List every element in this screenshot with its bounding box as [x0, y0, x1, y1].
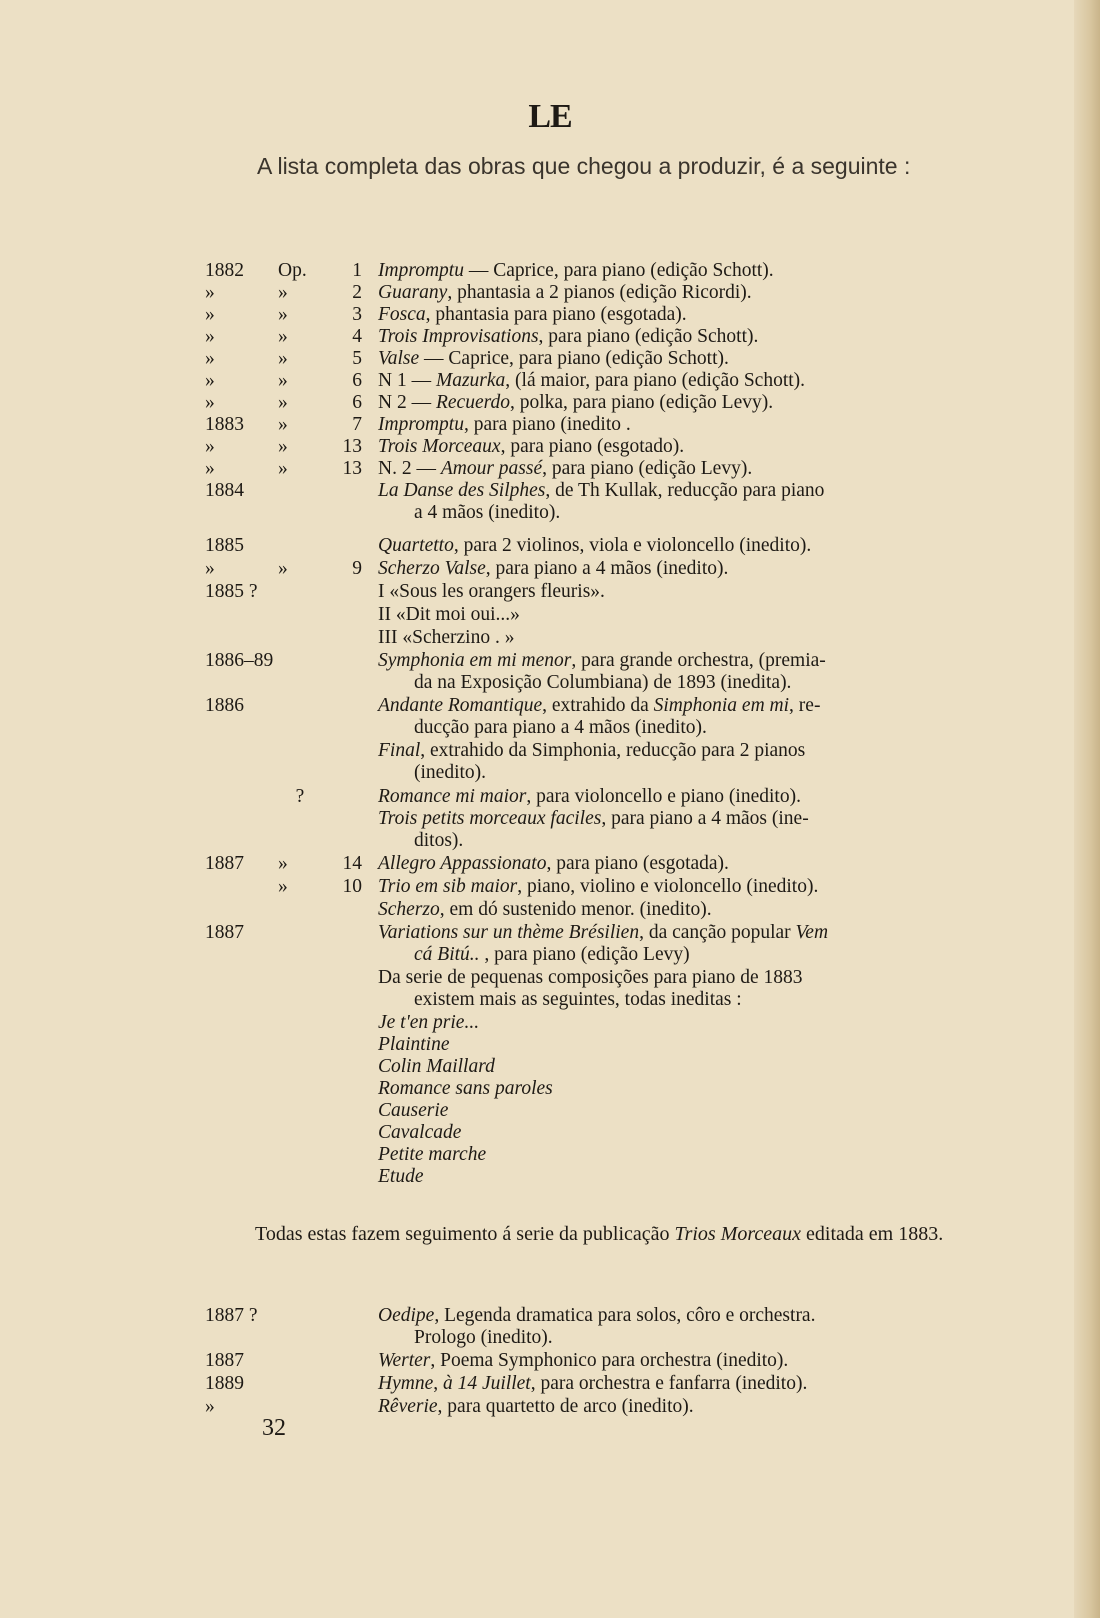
work-op: » — [278, 436, 288, 457]
work-number: 13 — [342, 436, 362, 457]
work-op: » — [278, 458, 288, 479]
work-title: Rêverie — [378, 1396, 438, 1417]
work-title: Romance sans paroles — [378, 1078, 553, 1099]
work-title: Colin Maillard — [378, 1056, 495, 1077]
work-description: Quartetto, para 2 violinos, viola e violoncello (inedito). — [378, 535, 812, 556]
work-title: Trio em sib maior — [378, 876, 518, 897]
work-title: Trois Morceaux — [378, 436, 501, 457]
work-title: Final — [378, 740, 421, 761]
work-year: 1886–89 — [205, 650, 274, 671]
page-header: LE — [528, 98, 572, 135]
work-description: Da serie de pequenas composições para piano de 1883 existem mais as seguintes, todas ineditas : — [378, 967, 803, 1010]
work-description — [378, 1122, 970, 1144]
work-year: 1882 — [205, 260, 244, 281]
work-title: Mazurka — [435, 370, 506, 391]
work-title: Guarany — [378, 282, 448, 303]
work-title: Scherzo Valse — [378, 558, 486, 579]
work-year: 1886 — [205, 695, 244, 716]
work-description: Werter, Poema Symphonico para orchestra (inedito). — [378, 1350, 789, 1371]
work-description: Hymne, à 14 Juillet, para orchestra e fanfarra (inedito). — [378, 1373, 808, 1394]
work-op: » — [278, 348, 288, 369]
work-year: 1887 — [205, 1350, 244, 1371]
work-op: » — [278, 326, 288, 347]
work-description: Impromptu, para piano (inedito . — [378, 414, 631, 435]
work-year: 1883 — [205, 414, 244, 435]
work-year: 1887 — [205, 853, 244, 874]
work-year: 1887 ? — [205, 1305, 258, 1326]
work-description: La Danse des Silphes, de Th Kullak, reducção para piano a 4 mãos (inedito). — [378, 480, 825, 523]
work-description — [378, 1034, 970, 1056]
work-year: » — [205, 326, 215, 347]
work-title: La Danse des Silphes — [378, 480, 546, 501]
work-op: » — [278, 876, 288, 897]
work-year: » — [205, 348, 215, 369]
work-number: 9 — [352, 558, 362, 579]
work-title: Je t'en prie... — [378, 1012, 480, 1033]
work-op: Op. — [278, 260, 307, 281]
work-description: Valse — Caprice, para piano (edição Schott). — [378, 348, 729, 369]
work-description: Trois petits morceaux faciles, para piano a 4 mãos (ine- ditos). — [378, 808, 809, 851]
work-title: Trois petits morceaux faciles — [378, 808, 602, 829]
work-description: N 1 — Mazurka, (lá maior, para piano (edição Schott). — [378, 370, 806, 391]
work-description: N. 2 — Amour passé, para piano (edição Levy). — [378, 458, 753, 479]
work-description: II «Dit moi oui...» — [378, 604, 520, 625]
work-title: Werter — [378, 1350, 431, 1371]
work-description: Fosca, phantasia para piano (esgotada). — [378, 304, 687, 325]
work-op: » — [278, 558, 288, 579]
work-description: Trio em sib maior, piano, violino e violoncello (inedito). — [378, 876, 819, 897]
work-year: » — [205, 304, 215, 325]
page-edge — [1074, 0, 1100, 1618]
work-description: Symphonia em mi menor, para grande orchestra, (premia- da na Exposição Columbiana) de 1893 (inedita). — [378, 650, 826, 693]
series-note-paragraph: Todas estas fazem seguimento á serie da publicação Trios Morceaux editada em 1883. — [255, 1223, 944, 1245]
work-year: 1887 — [205, 922, 244, 943]
work-description: Romance mi maior, para violoncello e piano (inedito). — [378, 786, 801, 807]
work-title: Fosca — [378, 304, 426, 325]
work-description: Trois Improvisations, para piano (edição Schott). — [378, 326, 759, 347]
work-description: Final, extrahido da Simphonia, reducção para 2 pianos (inedito). — [378, 740, 806, 783]
work-title: Causerie — [378, 1100, 449, 1121]
work-description: Impromptu — Caprice, para piano (edição Schott). — [378, 260, 774, 281]
work-year: » — [205, 370, 215, 391]
work-description — [378, 1144, 970, 1166]
work-title: Scherzo — [378, 899, 440, 920]
intro-paragraph: A lista completa das obras que chegou a produzir, é a seguinte : — [257, 153, 911, 179]
work-description — [378, 1012, 970, 1034]
work-number: 4 — [352, 326, 362, 347]
work-number: 13 — [342, 458, 362, 479]
work-title: Impromptu — [378, 260, 464, 281]
work-title: Recuerdo — [435, 392, 510, 413]
work-year: » — [205, 282, 215, 303]
work-number: 5 — [352, 348, 362, 369]
work-title: Quartetto — [378, 535, 454, 556]
work-description: Andante Romantique, extrahido da Simphonia em mi, re- ducção para piano a 4 mãos (inedito). — [378, 695, 821, 738]
work-year: ? — [295, 786, 305, 807]
work-year: » — [205, 458, 215, 479]
work-number: 1 — [352, 260, 362, 281]
work-title: Cavalcade — [378, 1122, 462, 1143]
work-year: 1885 ? — [205, 581, 258, 602]
work-title: Allegro Appassionato — [378, 853, 547, 874]
page-number: 32 — [262, 1415, 286, 1441]
work-number: 14 — [342, 853, 362, 874]
work-title: Etude — [378, 1166, 424, 1187]
work-number: 10 — [342, 876, 362, 897]
work-op: » — [278, 414, 288, 435]
work-description: N 2 — Recuerdo, polka, para piano (edição Levy). — [378, 392, 774, 413]
work-description — [378, 1100, 970, 1122]
work-year: » — [205, 1396, 215, 1417]
work-description: Oedipe, Legenda dramatica para solos, côro e orchestra. Prologo (inedito). — [378, 1305, 816, 1348]
work-title: Symphonia em mi menor — [378, 650, 572, 671]
work-description — [378, 1166, 970, 1188]
work-description: Allegro Appassionato, para piano (esgotada). — [378, 853, 729, 874]
work-number: 6 — [352, 370, 362, 391]
work-description — [378, 1056, 970, 1078]
work-title: Plaintine — [378, 1034, 450, 1055]
work-title: Petite marche — [378, 1144, 487, 1165]
work-description: Trois Morceaux, para piano (esgotado). — [378, 436, 685, 457]
work-year: » — [205, 392, 215, 413]
work-description: III «Scherzino . » — [378, 627, 515, 648]
work-year: » — [205, 436, 215, 457]
work-op: » — [278, 853, 288, 874]
work-description: Rêverie, para quartetto de arco (inedito). — [378, 1396, 694, 1417]
work-description: Scherzo, em dó sustenido menor. (inedito). — [378, 899, 712, 920]
work-number: 2 — [352, 282, 362, 303]
work-op: » — [278, 370, 288, 391]
work-year: 1885 — [205, 535, 244, 556]
work-title: Andante Romantique — [378, 695, 543, 716]
work-year: 1889 — [205, 1373, 244, 1394]
work-title: Variations sur un thème Brésilien — [378, 922, 640, 943]
work-op: » — [278, 392, 288, 413]
work-number: 3 — [352, 304, 362, 325]
work-op: » — [278, 304, 288, 325]
work-number: 7 — [352, 414, 362, 435]
work-title: Oedipe — [378, 1305, 435, 1326]
work-description: I «Sous les orangers fleuris». — [378, 581, 605, 602]
work-title: Trois Improvisations — [378, 326, 539, 347]
work-year: 1884 — [205, 480, 244, 501]
work-description: Guarany, phantasia a 2 pianos (edição Ricordi). — [378, 282, 752, 303]
work-description — [378, 1078, 970, 1100]
work-description: Variations sur un thème Brésilien, da canção popular Vem cá Bitú.. , para piano (edição Levy) — [378, 922, 829, 965]
work-number: 6 — [352, 392, 362, 413]
work-title: Romance mi maior — [378, 786, 527, 807]
work-title: Amour passé — [440, 458, 543, 479]
work-title: Valse — [378, 348, 420, 369]
work-title: Hymne — [378, 1373, 434, 1394]
work-year: » — [205, 558, 215, 579]
work-op: » — [278, 282, 288, 303]
work-description: Scherzo Valse, para piano a 4 mãos (inedito). — [378, 558, 729, 579]
work-title: Impromptu — [378, 414, 464, 435]
